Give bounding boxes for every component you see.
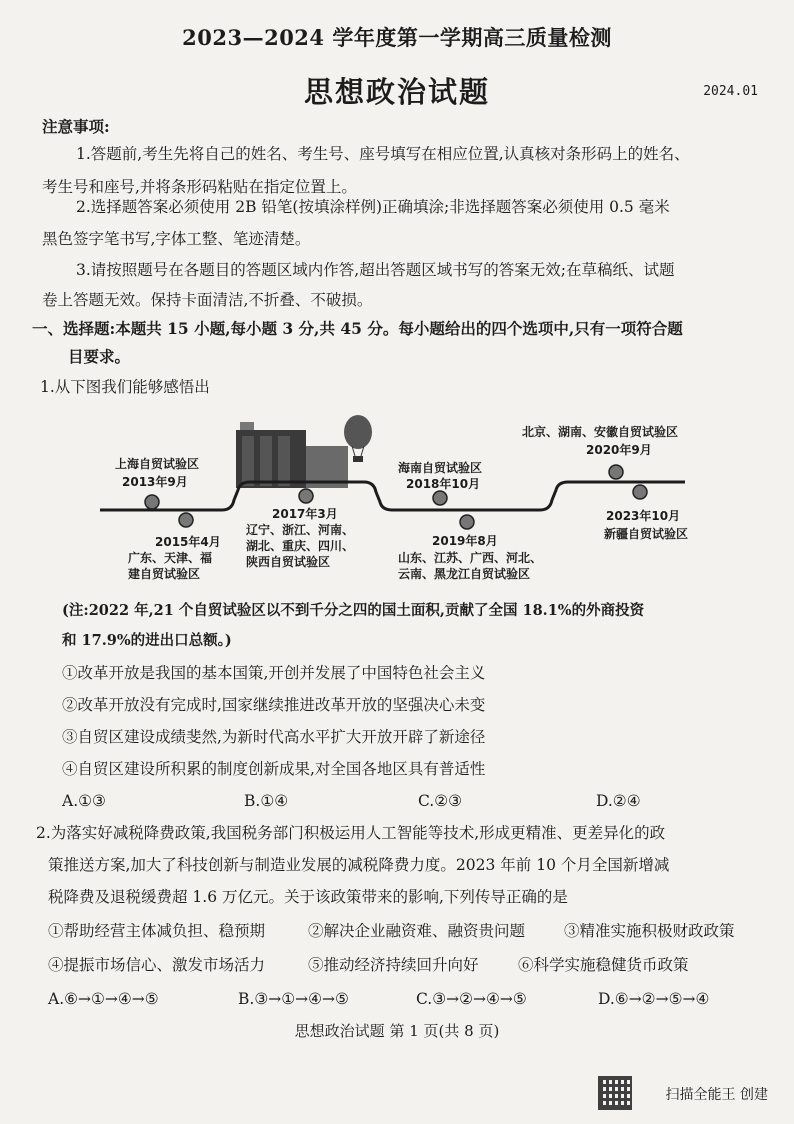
q1-statement-1: ①改革开放是我国的基本国策,开创并发展了中国特色社会主义 bbox=[62, 664, 486, 682]
tl-2020-label: 北京、湖南、安徽自贸试验区 bbox=[522, 425, 679, 439]
q2-item-4: ④提振市场信心、激发市场活力 bbox=[48, 956, 266, 974]
tl-2017-label2: 湖北、重庆、四川、 bbox=[246, 539, 355, 553]
marker-2019 bbox=[460, 515, 474, 529]
q2-option-a[interactable]: A.⑥→①→④→⑤ bbox=[48, 990, 159, 1008]
tl-2015-label2: 建自贸试验区 bbox=[128, 567, 201, 581]
tl-2020-date: 2020年9月 bbox=[586, 443, 652, 457]
tl-2015-label: 广东、天津、福 bbox=[128, 551, 213, 565]
tl-2013-label: 上海自贸试验区 bbox=[115, 457, 200, 471]
q2-stem-line2: 策推送方案,加大了科技创新与制造业发展的减税降费力度。2023 年前 10 个月全国新增减 bbox=[48, 856, 670, 874]
marker-2015 bbox=[179, 513, 193, 527]
subject-title: 思想政治试题 bbox=[303, 75, 490, 109]
tl-2017-label3: 陕西自贸试验区 bbox=[246, 555, 331, 569]
q1-option-a[interactable]: A.①③ bbox=[62, 792, 106, 810]
q1-option-d[interactable]: D.②④ bbox=[596, 792, 641, 810]
tl-2017-date: 2017年3月 bbox=[272, 507, 338, 521]
tl-2019-label: 山东、江苏、广西、河北、 bbox=[398, 551, 543, 565]
q2-item-2: ②解决企业融资难、融资贵问题 bbox=[308, 922, 526, 940]
q2-option-c[interactable]: C.③→②→④→⑤ bbox=[416, 990, 527, 1008]
tl-2019-date: 2019年8月 bbox=[432, 534, 498, 548]
page-footer: 思想政治试题 第 1 页(共 8 页) bbox=[294, 1022, 500, 1040]
note-line-4: 黑色签字笔书写,字体工整、笔迹清楚。 bbox=[42, 230, 311, 248]
q2-option-b[interactable]: B.③→①→④→⑤ bbox=[238, 990, 349, 1008]
note-line-6: 卷上答题无效。保持卡面清洁,不折叠、不破损。 bbox=[42, 291, 373, 309]
tl-2023-date: 2023年10月 bbox=[606, 509, 681, 523]
q1-statement-3: ③自贸区建设成绩斐然,为新时代高水平扩大开放开辟了新途径 bbox=[62, 728, 486, 746]
q1-note-line1: (注:2022 年,21 个自贸试验区以不到千分之四的国土面积,贡献了全国 18.1%的外商投资 bbox=[62, 602, 645, 619]
tl-2013-date: 2013年9月 bbox=[122, 475, 188, 489]
scanner-watermark: 扫描全能王 创建 bbox=[665, 1087, 768, 1103]
q2-item-3: ③精准实施积极财政政策 bbox=[564, 922, 735, 940]
section-heading-line1: 一、选择题:本题共 15 小题,每小题 3 分,共 45 分。每小题给出的四个选项中,只有一项符合题 bbox=[32, 319, 683, 338]
marker-2020 bbox=[609, 465, 623, 479]
tl-2017-label: 辽宁、浙江、河南、 bbox=[246, 523, 355, 537]
q1-statement-2: ②改革开放没有完成时,国家继续推进改革开放的坚强决心未变 bbox=[62, 696, 486, 714]
marker-2023 bbox=[633, 485, 647, 499]
tl-2018-label: 海南自贸试验区 bbox=[398, 461, 483, 475]
section-heading-line2: 目要求。 bbox=[68, 347, 131, 366]
marker-2018 bbox=[433, 491, 447, 505]
q2-option-d[interactable]: D.⑥→②→⑤→④ bbox=[598, 990, 710, 1008]
q1-option-b[interactable]: B.①④ bbox=[244, 792, 289, 810]
note-line-2: 考生号和座号,并将条形码粘贴在指定位置上。 bbox=[42, 178, 357, 196]
tl-2019-label2: 云南、黑龙江自贸试验区 bbox=[398, 567, 531, 581]
q2-stem-line1: 2.为落实好减税降费政策,我国税务部门积极运用人工智能等技术,形成更精准、更差异化的政 bbox=[36, 824, 666, 842]
hot-air-balloon-icon bbox=[344, 415, 372, 462]
tl-2023-label: 新疆自贸试验区 bbox=[604, 527, 689, 541]
q1-note-line2: 和 17.9%的进出口总额。) bbox=[62, 632, 232, 649]
q2-item-1: ①帮助经营主体减负担、稳预期 bbox=[48, 922, 266, 940]
q2-item-6: ⑥科学实施稳健货币政策 bbox=[518, 956, 689, 974]
note-line-1: 1.答题前,考生先将自己的姓名、考生号、座号填写在相应位置,认真核对条形码上的姓名、 bbox=[76, 145, 690, 163]
building-illustration bbox=[236, 422, 348, 488]
marker-2013 bbox=[145, 495, 159, 509]
note-line-5: 3.请按照题号在各题目的答题区域内作答,超出答题区域书写的答案无效;在草稿纸、试题 bbox=[76, 261, 675, 279]
exam-title: 2023—2024 学年度第一学期高三质量检测 bbox=[182, 25, 612, 50]
q2-stem-line3: 税降费及退税缓费超 1.6 万亿元。关于该政策带来的影响,下列传导正确的是 bbox=[48, 888, 568, 906]
marker-2017 bbox=[299, 489, 313, 503]
q1-statement-4: ④自贸区建设所积累的制度创新成果,对全国各地区具有普适性 bbox=[62, 760, 486, 778]
note-line-3: 2.选择题答案必须使用 2B 铅笔(按填涂样例)正确填涂;非选择题答案必须使用 0.5 毫米 bbox=[76, 198, 670, 216]
tl-2015-date: 2015年4月 bbox=[155, 535, 221, 549]
exam-date: 2024.01 bbox=[703, 84, 758, 99]
q1-stem: 1.从下图我们能够感悟出 bbox=[40, 378, 210, 396]
qr-code-icon bbox=[598, 1076, 632, 1110]
q2-item-5: ⑤推动经济持续回升向好 bbox=[308, 956, 479, 974]
tl-2018-date: 2018年10月 bbox=[406, 477, 481, 491]
q1-option-c[interactable]: C.②③ bbox=[418, 792, 463, 810]
notes-heading: 注意事项: bbox=[42, 117, 110, 136]
